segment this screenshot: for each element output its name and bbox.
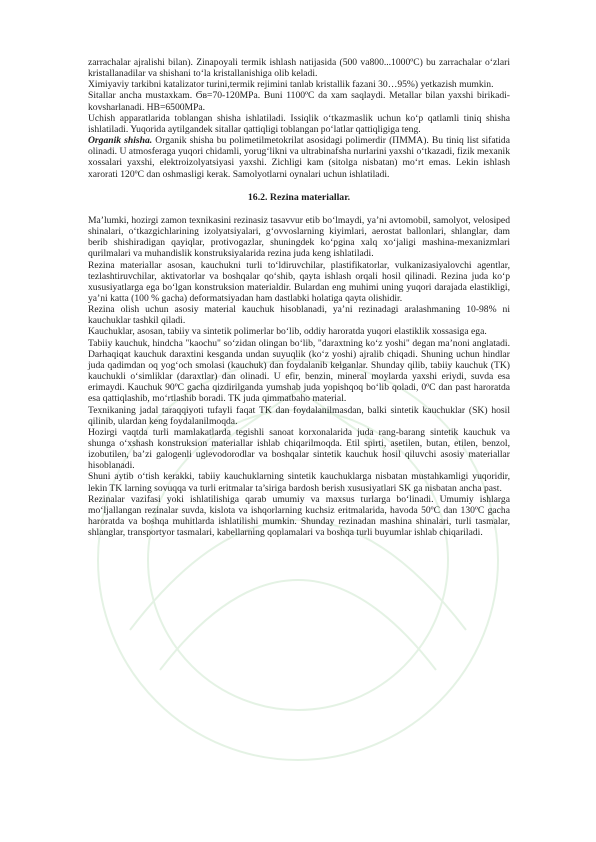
document-page [88, 57, 510, 538]
paragraph: Shuni aytib o‘tish kerakki, tabiiy kauchuklarning sintetik kauchuklarga nisbatan mustahkamligi yuqoridir, lekin TK larning sovuqqa va turli eritmalar ta’siriga bardosh berish xususiyatlari SK ga nisbatan ancha past. [88, 471, 510, 494]
paragraph-organic-glass [88, 135, 510, 180]
paragraph: Sitallar ancha mustaxkam. Ϭв=70-120MPa. Buni 1100ºC da xam saqlaydi. Metallar bilan yaxshi birikadi-kovsharlanadi. HB=6500MPa. [88, 90, 510, 113]
paragraph: zarrachalar ajralishi bilan). Zinapoyali termik ishlash natijasida (500 va800...1000ºC) bu zarrachalar o‘zlari kristallanadilar va shishani to‘la kristallanishiga olib keladi. [88, 57, 510, 80]
paragraph: Tabiiy kauchuk, hindcha "kaochu" so‘zidan olingan bo‘lib, "daraxtning ko‘z yoshi" degan ma’noni anglatadi. Darhaqiqat kauchuk daraxtini kesganda undan suyuqlik (ko‘z yoshi) ajralib chiqadi. Shuning uchun hindlar juda qadimdan oq yog‘och smolasi (kauchuk) dan foydalanib kelganlar. Shunday qilib, tabiiy kauchuk (TK) kauchukli o‘simliklar (daraxtlar) dan olinadi. U efir, benzin, mineral moylarda yaxshi eriydi, suvda esa erimaydi. Kauchuk 90ºC gacha qizdirilganda yumshab juda yopishqoq bo‘lib qoladi, 0ºC dan past haroratda esa qattiqlashib, mo‘rtlashib boradi. TK juda qimmatbaho material. [88, 337, 510, 405]
section-title: 16.2. Rezina materiallar. [247, 191, 351, 203]
organic-glass-text: Organik shisha bu polimetilmetokrilat asosidagi polimerdir (ПММА). Bu tiniq list sifatida olinadi. U atmosferaga yuqori chidamli, yorug‘likni va ultrabinafsha nurlarini yaxshi o‘tkazadi, fizik mexanik xossalari yaxshi, elektroizolyatsiyasi yaxshi. Zichligi kam (sitolga nisbatan) mo‘rt emas. Lekin ishlash xarorati 120ºC dan oshmasligi kerak. Samolyotlarni oynalari uchun ishlatiladi. [88, 135, 510, 180]
paragraph: Rezina materiallar asosan, kauchukni turli to‘ldiruvchilar, plastifikatorlar, vulkanizasiyalovchi agentlar, tezlashtiruvchilar, aktivatorlar va boshqalar qo‘shib, qayta ishlash orqali hosil qilinadi. Rezina juda ko‘p xususiyatlarga ega bo‘lgan konstruksion materialdir. Bulardan eng muhimi uning yuqori darajada elastikligi, ya’ni katta (100 % gacha) deformatsiyadan ham dastlabki holatiga qayta olishidir. [88, 259, 510, 304]
paragraph: Ma’lumki, hozirgi zamon texnikasini rezinasiz tasavvur etib bo‘lmaydi, ya’ni avtomobil, samolyot, velosiped shinalari, o‘tkazgichlarining izolyatsiyalari, g‘ovvoslarning kiyimlari, aerostat ballonlari, shlanglar, dam berib shishiradigan qayiqlar, protivogazlar, shuningdek ko‘pgina xalq xo‘jaligi mashina-mexanizmlari qurilmalari va muhandislik konstruksiyalarida rezina juda keng ishlatiladi. [88, 214, 510, 260]
paragraph: Texnikaning jadal taraqqiyoti tufayli faqat TK dan foydalanilmasdan, balki sintetik kauchuklar (SK) hosil qilinib, ulardan keng foydalanilmoqda. [88, 404, 510, 427]
paragraph: Kauchuklar, asosan, tabiiy va sintetik polimerlar bo‘lib, oddiy haroratda yuqori elastiklik xossasiga ega. [88, 326, 487, 338]
organic-glass-lead: Organik shisha. [88, 135, 153, 147]
paragraph: Uchish apparatlarida toblangan shisha ishlatiladi. Issiqlik o‘tkazmaslik uchun ko‘p qatlamli tiniq shisha ishlatiladi. Yuqorida aytilgandek sitallar qattiqligi toblangan po‘latlar qattiqligiga teng. [88, 112, 510, 135]
paragraph: Rezinalar vazifasi yoki ishlatilishiga qarab umumiy va maxsus turlarga bo‘linadi. Umumiy ishlarga mo‘ljallangan rezinalar suvda, kislota va ishqorlarning kuchsiz eritmalarida, havoda 50ºC dan 130ºC gacha haroratda va boshqa muhitlarda ishlatilishi mumkin. Shunday rezinadan mashina shinalari, turli tasmalar, shlanglar, transportyor tasmalari, kabellarning qoplamalari va boshqa turli buyumlar ishlab chiqariladi. [88, 493, 510, 539]
paragraph: Rezina olish uchun asosiy material kauchuk hisoblanadi, ya’ni rezinadagi aralashmaning 10-98% ni kauchuklar tashkil qiladi. [88, 304, 510, 327]
paragraph: Hozirgi vaqtda turli mamlakatlarda tegishli sanoat korxonalarida juda rang-barang sintetik kauchuk va shunga o‘xshash konstruksion materiallar ishlab chiqarilmoqda. Etil spirti, asetilen, butan, etilen, benzol, izobutilen, ba’zi galogenli uglevodorodlar va boshqalar sintetik kauchuk hosil qiluvchi asosiy materiallar hisoblanadi. [88, 426, 510, 472]
paragraph: Ximiyaviy tarkibni katalizator turini,termik rejimini tanlab kristallik fazani 30…95%) yetkazish mumkin. [88, 79, 494, 91]
